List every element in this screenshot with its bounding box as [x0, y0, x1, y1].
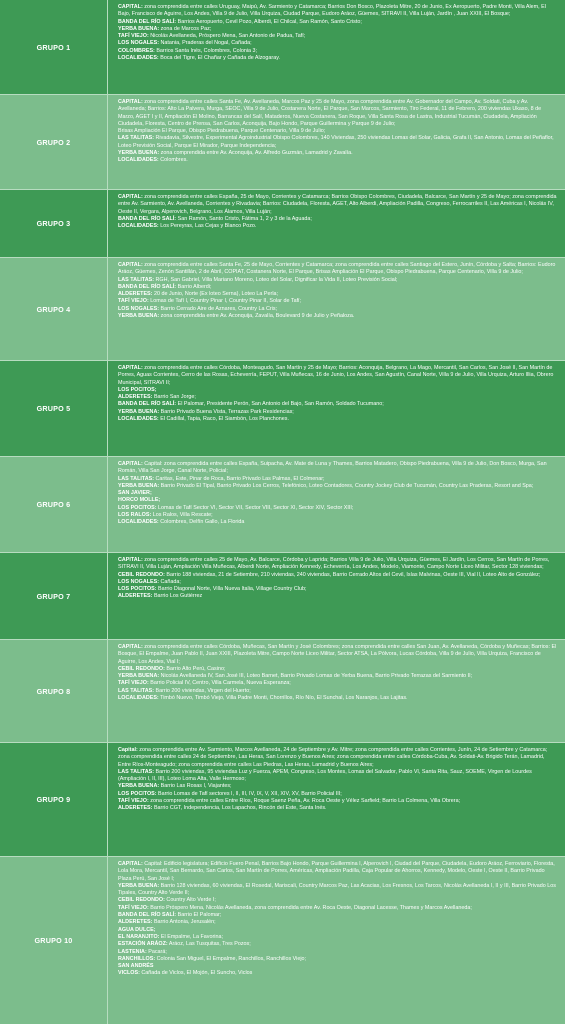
group-row [0, 361, 565, 457]
locality-areas: Capital: Edificio legislatura; Edificio Fuero Penal, Barrios Bajo Hondo, Parque Guillermina I, Alperovich I, Ciudad del Parque, Ciudadela, Eudoro Aráoz, Ferroviario, Floresta, Lola Mora, Mercantil, San Bernardo, San Carlos, San Martín de Porres, Américas, Ampliación Padilla, Caja Popular de Ahorros, Kennedy, Modelo, Oeste I, Oeste II, Barrio Privado Plaza Perú, San José I; [118, 861, 555, 882]
locality-entry [118, 586, 557, 593]
locality-entry [118, 150, 557, 157]
locality-entry [118, 365, 557, 387]
group-label: GRUPO 6 [0, 457, 108, 552]
locality-name: LOCALIDADES: [118, 519, 159, 526]
locality-name: HORCO MOLLE; [118, 497, 161, 504]
locality-entry [118, 313, 557, 320]
locality-name: TAFÍ VIEJO: [118, 680, 149, 687]
locality-name: LOS POCITOS: [118, 790, 157, 797]
locality-areas: Barrio Diagonal Norte, Villa Nueva Italia, Village Country Club; [156, 586, 307, 593]
group-label: GRUPO 1 [0, 0, 108, 94]
locality-areas: Los Ralos, Villa Rescate; [151, 512, 213, 519]
locality-areas: zona comprendida entre calles Santa Fe, Av. Avellaneda, Marcos Paz y 25 de Mayo, zona comprendida entre Av. Gobernador del Campo, Av. Soldati, Cuba y Av. Avellaneda; Barrios: Alto La Palvera, Murga, SEOC, Villa 9 de Julio, Costanera Norte, El Parque, San Marcos, Sarmiento, Tiro Federal, 11 de Febrero, 200 viviendas Ukaso, 8 de Marzo, AGET I y II, Ampliación El Molino, Barrancas del Salí, Mataderos, Nueva Costanera, San Roque, Villa Santa Rosa de Lastra, Industrial Tucumán, Ciudadela, Ampliación Ciudadela, Floresta, Centro de Prensa, San Carlos, Aconquija, Bajo Hondo, Parque Guillermina y Parque 9 de Julio; [118, 99, 542, 127]
locality-entry [118, 461, 557, 476]
group-description [108, 857, 565, 1024]
locality-areas: Barrio Privado Buena Vista, Terrazas Park Residencias; [159, 408, 294, 415]
locality-areas: Barrio 188 viviendas, 21 de Setiembre, 210 viviendas, 240 viviendas, Barrio Cerrado Altos del Cevil, Islas Malvinas, Oeste III, Vial II, Loteo Alto de González; [164, 571, 541, 578]
locality-areas: Rivadavia, Silvestre, Experimental Agroindustrial Obispo Colombres, 140 Viviendas, 250 viviendas Lomas del Solar, Galicia, Grafa II, San Antonio, Lomas del Peñaflor, Loteo Previsión Social, Parque El Mirador, Parque Independencia; [118, 135, 554, 149]
locality-areas: Barrio 200 viviendas, Virgen del Huerto; [154, 687, 251, 694]
locality-areas: El Empalme, La Favorina; [159, 933, 223, 940]
group-label: GRUPO 10 [0, 857, 108, 1024]
locality-name: CAPITAL: [118, 365, 143, 371]
locality-name: ALDERETES: [118, 593, 153, 600]
locality-entry [118, 912, 557, 919]
locality-areas: Nicolás Avellaneda, Próspero Mena, San Antonio de Padua, Tafí; [148, 33, 306, 40]
group-description [108, 190, 565, 257]
locality-name: LAS TALITAS: [118, 135, 155, 142]
locality-entry [118, 963, 557, 970]
locality-entry [118, 157, 557, 164]
locality-entry [118, 593, 557, 600]
locality-entry [118, 949, 557, 956]
locality-entry [118, 490, 557, 497]
locality-name: CEBIL REDONDO: [118, 897, 165, 904]
locality-areas: Barrio Cerrado Aire de Aznares, Country La Cris; [159, 305, 278, 312]
locality-name: SAN ANDRÉS [118, 963, 154, 970]
locality-areas: Barrio Los Gutiérrez [152, 593, 203, 600]
group-label: GRUPO 7 [0, 553, 108, 639]
group-description [108, 361, 565, 456]
locality-entry [118, 695, 557, 702]
locality-name: RANCHILLOS: [118, 955, 156, 962]
locality-name: ALDERETES: [118, 805, 153, 812]
locality-name: TAFÍ VIEJO: [118, 33, 149, 40]
locality-name: LOCALIDADES: [118, 416, 159, 423]
locality-areas: Los Pereyras, Las Cejas y Blanco Pozo. [158, 223, 257, 230]
locality-name: ALDERETES: [118, 291, 153, 298]
locality-areas: zona comprendida entre Av. Sarmiento, Marcos Avellaneda, 24 de Septiembre y Av. Mitre; zona comprendida entre calles Corrientes, Junín, 24 de Setiembre y Catamarca; zona comprendida entre calles 24 de Septiembre, Las Heras, San Lorenzo y Buenos Aires; zona comprendida entre calles Córdoba-Cuba, Av. Soldati-Av. Brigido Terán, Lamadrid, Entre Ríos-Monteagudo; zona comprendida entre calles Las Piedras, Las Heras, Lamadrid y Buenos Aires; [118, 747, 548, 768]
locality-entry [118, 557, 557, 572]
locality-name: BANDA DEL RÍO SALÍ: [118, 18, 177, 25]
locality-areas: Brisas Ampliación El Parque, Obispo Piedrabuena, Parque Centenario, Villa 9 de Julio; [118, 128, 326, 135]
locality-name: LOCALIDADES: [118, 223, 159, 230]
locality-name: EL NARANJITO: [118, 933, 160, 940]
locality-name: YERBA BUENA: [118, 482, 160, 489]
locality-entry [118, 306, 557, 313]
locality-entry [118, 128, 557, 135]
locality-areas: Barrio CGT, Independencia, Los Lapachos, Rincón del Este, Santa Inés. [152, 805, 327, 812]
locality-entry [118, 519, 557, 526]
locality-name: CAPITAL: [118, 461, 143, 467]
locality-areas: Lomas de Tafí I, Country Pinar I, Country Pinar II, Solar de Tafí; [148, 298, 302, 305]
locality-name: SAN JAVIER; [118, 490, 152, 497]
locality-name: LOS POCITOS: [118, 504, 157, 511]
locality-name: CAPITAL: [118, 4, 143, 10]
locality-entry [118, 48, 557, 55]
locality-areas: Barrio El Palomar; [176, 912, 222, 919]
locality-areas: zona comprendida entre calles Santa Fe, 25 de Mayo, Corrientes y Catamarca; zona comprendida entre calles Santiago del Estero, Junín, Córdoba y Salta; Barrios: Eudoro Aráoz, Güemes, Zenón Santillán, 2 de Abril, COPIAT, Costanera Norte, El Parque, Brisas Ampliación El Parque, Obispo Piedrabuena, Parque Centenario, Villa 9 de Julio; [118, 262, 556, 276]
locality-entry [118, 783, 557, 790]
locality-areas: zona comprendida entre Av. Aconquija, Zavalía, Boulevard 9 de Julio y Peñaloza. [159, 313, 355, 320]
locality-entry [118, 55, 557, 62]
group-row [0, 258, 565, 361]
locality-name: TAFÍ VIEJO: [118, 298, 149, 305]
locality-name: YERBA BUENA: [118, 882, 160, 889]
locality-areas: Barrios Aeropuerto, Cevil Pozo, Alberdi, El Chilcal, San Ramón, Santo Cristo; [176, 18, 362, 25]
locality-name: BANDA DEL RÍO SALÍ: [118, 912, 177, 919]
group-label: GRUPO 5 [0, 361, 108, 456]
locality-name: TAFÍ VIEJO: [118, 904, 149, 911]
locality-entry [118, 805, 557, 812]
locality-entry [118, 476, 557, 483]
locality-entry [118, 483, 557, 490]
locality-name: LOS NOGALES: [118, 578, 160, 585]
locality-name: CAPITAL: [118, 194, 143, 200]
locality-entry [118, 387, 557, 394]
locality-entry [118, 223, 557, 230]
group-description [108, 258, 565, 360]
locality-entry [118, 298, 557, 305]
locality-name: CAPITAL: [118, 99, 143, 105]
group-row [0, 743, 565, 857]
locality-name: YERBA BUENA: [118, 150, 160, 157]
group-row [0, 640, 565, 743]
locality-name: ALDERETES: [118, 919, 153, 926]
group-row [0, 190, 565, 258]
locality-entry [118, 883, 557, 898]
locality-name: CAPITAL: [118, 557, 143, 563]
locality-name: LOS POCITOS; [118, 386, 157, 393]
locality-entry [118, 512, 557, 519]
locality-entry [118, 194, 557, 216]
locality-entry [118, 927, 557, 934]
locality-entry [118, 680, 557, 687]
locality-areas: Barrio 200 viviendas, 95 viviendas Luz y Fuerza, APEM, Congreso, Los Montes, Lomas del Salvador, Pablo VI, Santa Rita, Sauz, SOEME, Virgen de Lourdes (Ampliación I, II, III), Loteo Loma Alta, Valle Hermoso; [118, 768, 532, 783]
group-row [0, 95, 565, 190]
group-label: GRUPO 9 [0, 743, 108, 856]
group-label: GRUPO 2 [0, 95, 108, 189]
locality-entry [118, 416, 557, 423]
locality-name: VICLOS: [118, 970, 140, 977]
locality-areas: Barrio Privado El Tipal, Barrio Privado Los Cerros, Telefónico, Loteo Contadores, Country Jockey Club de Tucumán, Country Las Praderas, Resort and Spa; [159, 482, 534, 489]
locality-name: CAPITAL: [118, 861, 143, 867]
locality-areas: Barrio Próspero Mena, Nicolás Avellaneda, zona comprendida entre Av. Roca Oeste, Diagonal Lacesse, Thames y Marcos Avellaneda; [148, 904, 472, 911]
locality-areas: RGH, San Gabriel, Villa Mariano Moreno, Loteo del Solar, Dignificar la Vida II, Loteo Previsión Social; [154, 276, 398, 283]
locality-name: YERBA BUENA: [118, 25, 160, 32]
locality-entry [118, 798, 557, 805]
locality-areas: Natania, Praderas del Nogal, Cañada; [159, 40, 252, 47]
locality-areas: Barrio 128 viviendas, 60 viviendas, El Rosedal, Mariscali, Country Marcos Paz, Las Acacias, Los Fresnos, Los Tarcos, Nicolás Avellaneda I, II y III, Barrio Privado Los Tipales, Country Alto Verde II; [118, 882, 556, 897]
locality-entry [118, 135, 557, 150]
locality-entry [118, 99, 557, 128]
group-row [0, 857, 565, 1024]
locality-entry [118, 277, 557, 284]
group-description [108, 0, 565, 94]
group-row [0, 553, 565, 640]
locality-areas: Timbó Nuevo, Timbó Viejo, Villa Padre Monti, Chorrillos, Río Nío, El Sunchal, Los Naranjos, Las Lajitas. [158, 695, 408, 702]
locality-areas: Barrio San Jorge; [152, 394, 196, 401]
locality-name: YERBA BUENA: [118, 408, 160, 415]
locality-name: ESTACIÓN ARÁOZ: [118, 941, 168, 948]
locality-areas: Pacará; [146, 948, 167, 955]
locality-areas: Barrios Santa Inés, Colombres, Colonia 3; [154, 47, 258, 54]
locality-entry [118, 284, 557, 291]
locality-areas: zona comprendida entre Av. Aconquija, Av. Alfredo Guzmán, Lamadrid y Zavalía. [159, 150, 353, 157]
locality-areas: 20 de Junio, Norte (Ex loteo Serna), Loteo La Perla; [152, 291, 279, 298]
locality-name: CEBIL REDONDO: [118, 571, 165, 578]
locality-name: COLOMBRES: [118, 47, 155, 54]
locality-entry [118, 4, 557, 19]
locality-entry [118, 919, 557, 926]
locality-name: TAFÍ VIEJO: [118, 798, 149, 805]
locality-name: BANDA DEL RÍO SALÍ: [118, 215, 177, 222]
group-description [108, 743, 565, 856]
locality-entry [118, 401, 557, 408]
locality-areas: El Palomar, Presidente Perón, San Antonio del Bajo, San Ramón, Soldado Tucumano; [176, 401, 384, 408]
locality-entry [118, 769, 557, 784]
locality-name: ALDERETES: [118, 394, 153, 401]
locality-name: Capital: [118, 747, 138, 753]
locality-areas: Capital: zona comprendida entre calles España, Suipacha, Av. Mate de Luna y Thames, Barrios Matadero, Obispo Piedrabuena, Villa 9 de Julio, Don Bosco, Murga, San Román, Villa San Jorge, Canal Norte, Policial; [118, 461, 547, 475]
locality-entry [118, 905, 557, 912]
locality-areas: Barrio Alberdi; [176, 283, 212, 290]
locality-name: CAPITAL: [118, 644, 143, 650]
locality-entry [118, 956, 557, 963]
locality-name: LOS NOGALES: [118, 40, 160, 47]
group-row [0, 0, 565, 95]
locality-areas: Boca del Tigre, El Chañar y Cañada de Alzogaray. [158, 55, 280, 62]
locality-entry [118, 216, 557, 223]
locality-areas: Cañada; [159, 578, 181, 585]
locality-name: BANDA DEL RÍO SALÍ: [118, 401, 177, 408]
locality-areas: Barrio Lomas de Tafí sectores I, II, III, IV, IX, V, XII, XIV, XV, Barrio Policial III; [156, 790, 342, 797]
locality-entry [118, 897, 557, 904]
locality-name: LOCALIDADES: [118, 695, 159, 702]
locality-entry [118, 666, 557, 673]
locality-areas: zona comprendida entre calles Entre Ríos, Roque Saenz Peña, Av. Roca Oeste y Vélez Sarfield; Barrio La Colmena, Villa Obrera; [148, 798, 461, 805]
locality-name: YERBA BUENA: [118, 783, 160, 790]
locality-name: YERBA BUENA: [118, 673, 160, 680]
locality-areas: Barrio Policial IV, Centro, Villa Carmela, Nueva Esperanza; [148, 680, 291, 687]
group-label: GRUPO 8 [0, 640, 108, 742]
locality-areas: Barrio Las Rosas I, Viajantes; [159, 783, 232, 790]
locality-name: BANDA DEL RÍO SALÍ: [118, 283, 177, 290]
locality-areas: zona comprendida entre calles Córdoba, Muñecas, San Martín y José Colombres; zona comprendida entre calles San Juan, Av. Avellaneda, Córdoba y Muñecas; Barrios: El Bosque, El Empalme, Juan Pablo II, Juan XXIII, Plazoleta Mitre, Campo Norte Liceo Militar, Sector ATSA, La Pólvora, Lucas Córdoba, Villa 9 de Julio, Villa Urquiza, Francisco de Aguirre, Los Andes, Vial I; [118, 644, 557, 665]
locality-entry [118, 747, 557, 769]
locality-entry [118, 579, 557, 586]
locality-areas: zona comprendida entre calles España, 25 de Mayo, Corrientes y Catamarca; Barrios Obispo Colombres, Ciudadela, Balcarce, San Martín y 25 de Mayo; zona comprendida entre Av. Sarmiento, Av. Avellaneda, Corrientes y Rivadavia; Barrios: Ciudadela, Floresta, AGET, Alto Alberdi, Ampliación Padilla, Congreso, Ferrocarriles II, Las Américas I, Nicolás IV, Oeste II, Vergara, Alperovich, Belgrano, Los Álamos, Villa Luján; [118, 194, 557, 215]
locality-name: LAS TALITAS: [118, 475, 155, 482]
locality-areas: zona comprendida entre calles 25 de Mayo, Av. Balcarce, Córdoba y Laprida; Barrios Villa 9 de Julio, Villa Urquiza, Güemes, El Jardín, Los Cerros, San Martín de Porres, SITRAVI II, Villa Luján, Ampliación Villa Muñecas, Alberdi Norte, Ampliación Kennedy, Echeverría, Los Andes, Modelo, Viamonte, Campo Norte Liceo Militar, Sector 128 viviendas; [118, 557, 550, 571]
locality-entry [118, 644, 557, 666]
locality-areas: zona comprendida entre calles Uruguay, Maipú, Av. Sarmiento y Catamarca; Barrios Don Bosco, Plazoleta Mitre, 20 de Junio, Ex Aeropuerto, Padre Monti, Villa Alem, El Bajo, Francisco de Aguirre, Los Andes, Villa 9 de Julio, Villa Urquiza, Ciudad Parque, Eudoro Aráoz, Güemes, SITRAVI II, Villa Luján, Jardín , Juan XXIII, El Bosque; [118, 4, 546, 18]
locality-entry [118, 40, 557, 47]
group-label: GRUPO 3 [0, 190, 108, 257]
locality-entry [118, 791, 557, 798]
locality-areas: Cañada de Viclos, El Mojón, El Suncho, Viclos [139, 970, 253, 977]
group-description [108, 457, 565, 552]
locality-areas: Caritas, Este, Pinar de Roca, Barrio Privado Las Palmas, El Colmenar; [154, 475, 325, 482]
locality-areas: San Ramón, Santo Cristo, Fátima 1, 2 y 3 de la Aguada; [176, 215, 312, 222]
locality-areas: Lomas de Tafí Sector VI, Sector VII, Sector VIII, Sector XI, Sector XIV, Sector XIII; [156, 504, 354, 511]
locality-entry [118, 33, 557, 40]
locality-areas: Barrio Alto Perú, Casino; [164, 665, 226, 672]
locality-areas: Colombres, Delfín Gallo, La Florida [158, 519, 245, 526]
locality-areas: Barrio Antonia, Jerusalén; [152, 919, 216, 926]
locality-name: LOCALIDADES: [118, 55, 159, 62]
group-row [0, 457, 565, 553]
locality-name: LOS RALOS: [118, 512, 152, 519]
locality-areas: zona comprendida entre calles Córdoba, Monteagudo, San Martín y 25 de Mayo; Barrios: Aconquija, Belgrano, La Mago, Mercantil, San Carlos, San José II, San Martín de Porres, Aguas Corrientes, Cerro de las Rosas, Echeverría, FEPUT, Villa Muñecas, 16 de Junio, Los Andes, San Agustín, Canal Norte, Villa 9 de Julio, Villa Urquiza, Arturo Illia, Obrero Municipal, SITRAVI II; [118, 365, 554, 386]
group-description [108, 640, 565, 742]
locality-areas: zona de Marcos Paz; [159, 25, 212, 32]
group-label: GRUPO 4 [0, 258, 108, 360]
locality-areas: El Cadillal, Tapia, Raco, El Siambón, Los Planchones. [158, 416, 289, 423]
locality-entry [118, 941, 557, 948]
locality-areas: Country Alto Verde I; [164, 897, 216, 904]
locality-areas: Aráoz, Las Tusquitas, Tres Pozos; [167, 941, 251, 948]
locality-name: AGUA DULCE; [118, 926, 156, 933]
locality-name: LAS TALITAS: [118, 276, 155, 283]
locality-entry [118, 688, 557, 695]
locality-entry [118, 861, 557, 883]
locality-entry [118, 970, 557, 977]
locality-name: LOCALIDADES: [118, 157, 159, 164]
locality-entry [118, 409, 557, 416]
group-description [108, 553, 565, 639]
locality-name: LASTENIA: [118, 948, 147, 955]
locality-name: LAS TALITAS: [118, 768, 155, 775]
locality-entry [118, 505, 557, 512]
locality-name: YERBA BUENA: [118, 313, 160, 320]
locality-areas: Colonia San Miguel, El Empalme, Ranchillos, Ranchillos Viejo; [155, 955, 307, 962]
locality-name: LAS TALITAS: [118, 687, 155, 694]
group-description [108, 95, 565, 189]
locality-entry [118, 262, 557, 277]
locality-name: CAPITAL: [118, 262, 143, 268]
locality-areas: Nicolás Avellaneda IV, San José III, Loteo Barnet, Barrio Privado Lomas de Yerba Buena, Barrio Privado Terrazas del Sarmiento II; [159, 673, 473, 680]
locality-entry [118, 19, 557, 26]
locality-areas: Colombres. [158, 157, 188, 164]
locality-entry [118, 572, 557, 579]
locality-entry [118, 497, 557, 504]
locality-name: LOS NOGALES: [118, 305, 160, 312]
locality-name: CEBIL REDONDO: [118, 665, 165, 672]
locality-name: LOS POCITOS: [118, 586, 157, 593]
